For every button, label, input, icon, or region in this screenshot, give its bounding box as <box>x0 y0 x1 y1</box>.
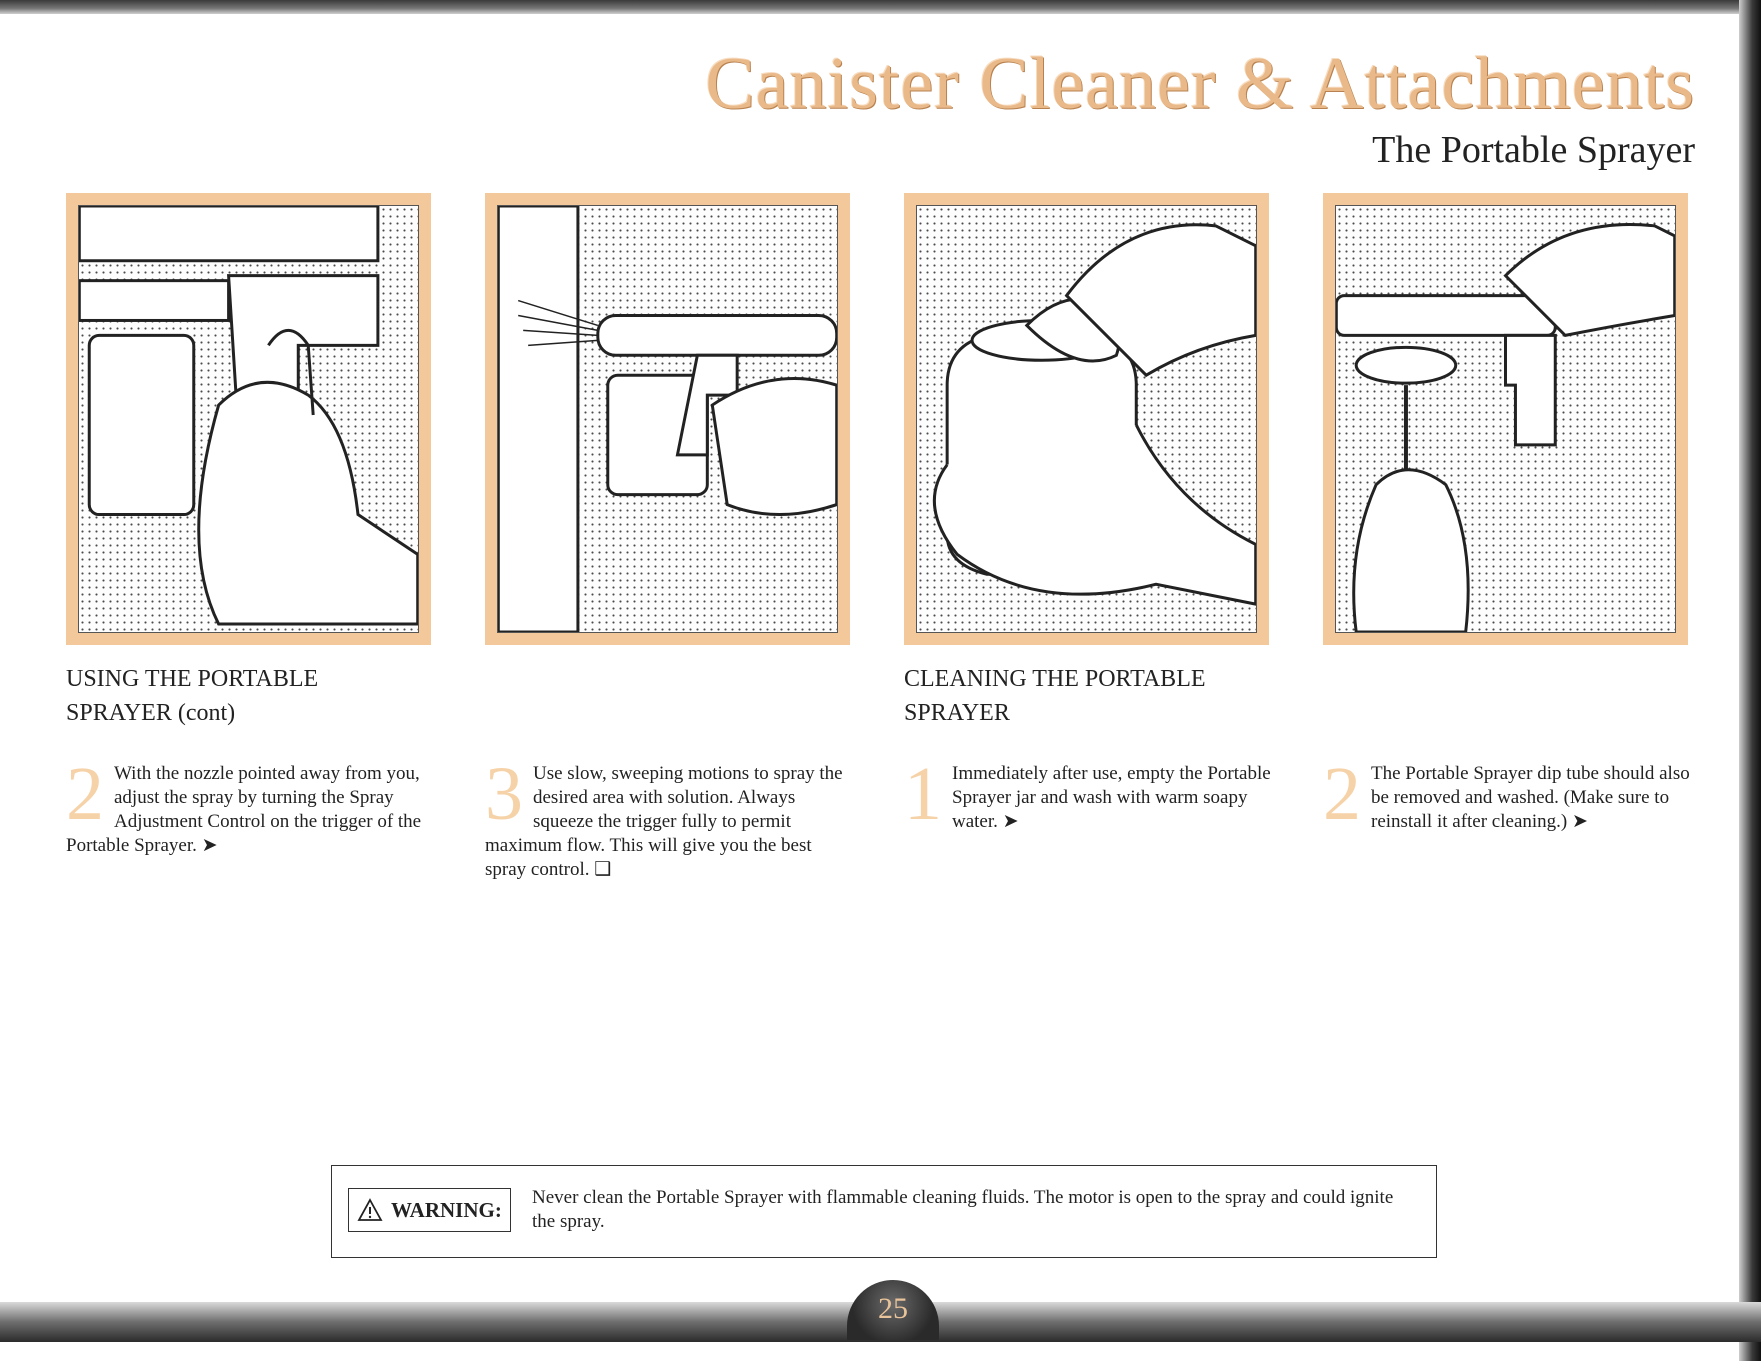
hand-on-sprayer-drawing <box>79 206 418 632</box>
step-text: With the nozzle pointed away from you, adjust the spray by turning the Spray Adjustment Control on the trigger of the Portable Sprayer. <box>66 763 422 856</box>
page-title: Canister Cleaner & Attachments <box>705 43 1695 125</box>
page-number: 25 <box>847 1280 939 1340</box>
page-subtitle: The Portable Sprayer <box>1372 129 1695 171</box>
warning-text: Never clean the Portable Sprayer with flammable cleaning fluids. The motor is open to the spray and could ignite the spray. <box>532 1187 1394 1232</box>
step-number: 2 <box>1323 752 1361 836</box>
dip-tube-drawing <box>1336 206 1675 632</box>
step-number: 2 <box>66 752 104 836</box>
section-heading-using-suffix: (cont) <box>177 700 236 726</box>
section-heading-using <box>66 662 406 730</box>
illustration-adjust-spray <box>66 193 431 645</box>
warning-label-text: WARNING: <box>391 1197 502 1222</box>
washing-jar-drawing <box>917 206 1256 632</box>
illustration-art <box>916 205 1257 633</box>
illustration-art <box>497 205 838 633</box>
step-wash-jar <box>904 752 1274 836</box>
illustration-art <box>78 205 419 633</box>
step-text: Use slow, sweeping motions to spray the desired area with solution. Always squeeze the trigger fully to permit maximum flow. This will give you the best spray control. <box>485 763 843 880</box>
top-page-edge <box>0 0 1761 14</box>
continue-arrow-icon: ➤ <box>1572 811 1588 832</box>
step-text: Immediately after use, empty the Portable Sprayer jar and wash with warm soapy water. <box>952 763 1271 832</box>
illustration-remove-dip-tube <box>1323 193 1688 645</box>
section-heading-using-text: USING THE PORTABLE SPRAYER <box>66 666 319 726</box>
end-box-icon: ❑ <box>594 859 612 880</box>
continue-arrow-icon: ➤ <box>1002 811 1019 832</box>
warning-label <box>348 1188 511 1232</box>
warning-box <box>331 1165 1437 1258</box>
continue-arrow-icon: ➤ <box>201 835 218 856</box>
step-adjust-spray <box>66 752 436 858</box>
warning-triangle-icon <box>357 1198 383 1222</box>
illustration-spray-motion <box>485 193 850 645</box>
illustration-art <box>1335 205 1676 633</box>
right-page-edge <box>1739 0 1761 1361</box>
step-number: 1 <box>904 752 942 836</box>
step-text: The Portable Sprayer dip tube should also be removed and washed. (Make sure to reinstall it after cleaning.) <box>1371 763 1690 832</box>
section-heading-cleaning: CLEANING THE PORTABLE SPRAYER <box>904 666 1206 726</box>
step-remove-dip-tube <box>1323 752 1693 836</box>
step-spray-motion <box>485 752 855 882</box>
step-number: 3 <box>485 752 523 836</box>
spraying-wall-drawing <box>498 206 837 632</box>
illustration-wash-jar <box>904 193 1269 645</box>
